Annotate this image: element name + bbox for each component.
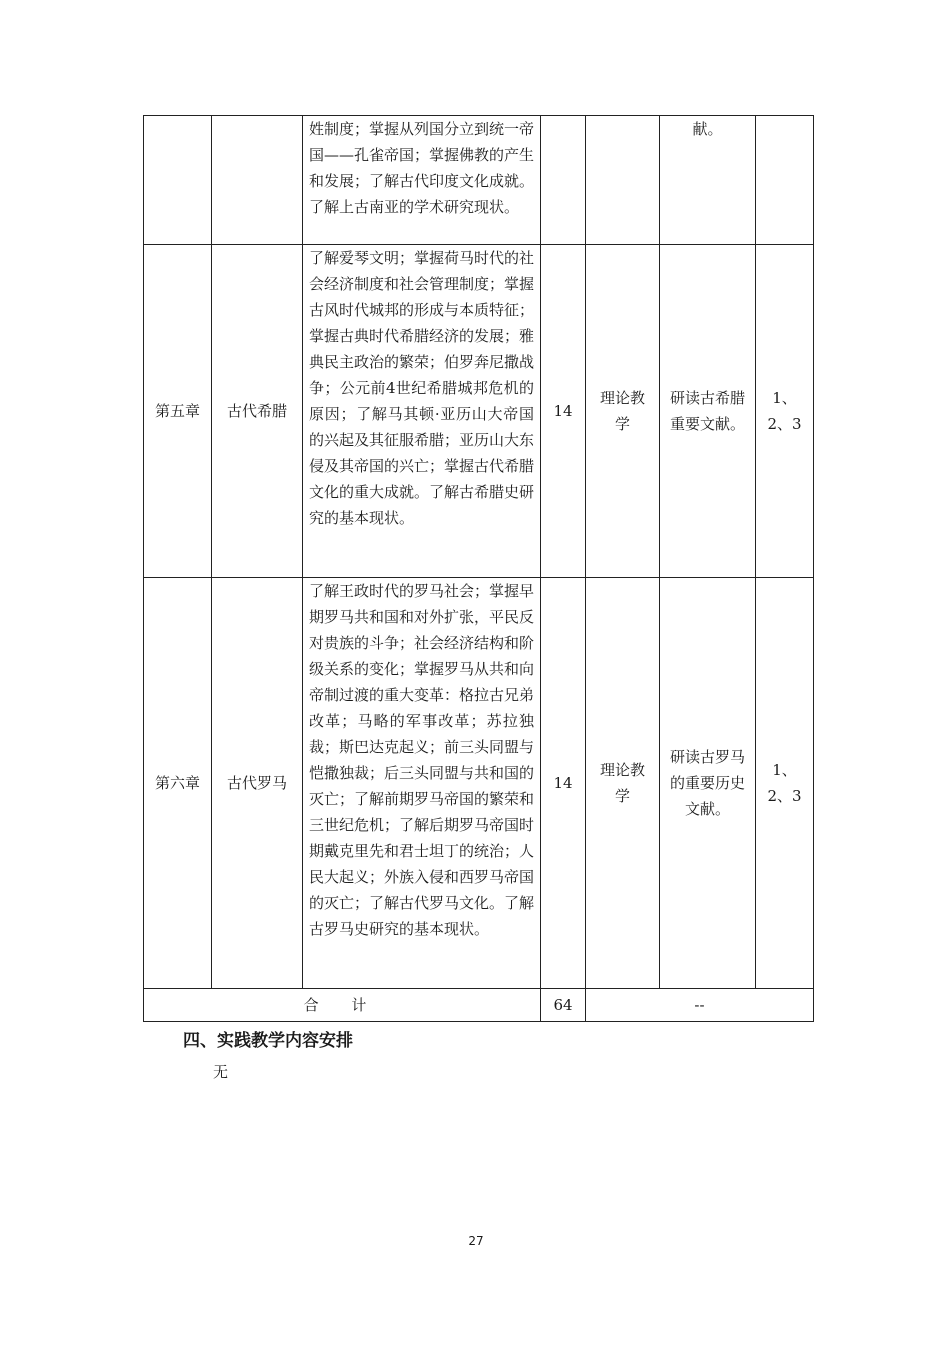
chapter-title-cell: 古代罗马	[212, 578, 303, 989]
chapter-cell	[144, 116, 212, 245]
chapter-cell: 第五章	[144, 245, 212, 578]
content-cell: 了解王政时代的罗马社会；掌握早期罗马共和国和对外扩张，平民反对贵族的斗争；社会经济结构和阶级关系的变化；掌握罗马从共和向帝制过渡的重大变革：格拉古兄弟改革；马略的军事改革；苏拉独裁；斯巴达克起义；前三头同盟与恺撒独裁；后三头同盟与共和国的灭亡；了解前期罗马帝国的繁荣和三世纪危机；了解后期罗马帝国时期戴克里先和君士坦丁的统治；人民大起义；外族入侵和西罗马帝国的灭亡；了解古代罗马文化。了解古罗马史研究的基本现状。	[303, 578, 541, 989]
reading-cell: 研读古罗马的重要历史文献。	[660, 578, 756, 989]
chapter-title-cell	[212, 116, 303, 245]
section-heading: 四、实践教学内容安排	[183, 1031, 353, 1051]
total-rest: --	[586, 989, 814, 1022]
reading-cell: 研读古希腊重要文献。	[660, 245, 756, 578]
course-schedule-table	[143, 115, 814, 1022]
goals-cell: 1、2、3	[756, 245, 814, 578]
goals-cell	[756, 116, 814, 245]
hours-cell	[541, 116, 586, 245]
total-row	[144, 989, 814, 1022]
hours-cell: 14	[541, 578, 586, 989]
reading-cell: 献。	[660, 116, 756, 245]
table-row	[144, 578, 814, 989]
table-row	[144, 116, 814, 245]
total-label: 合 计	[144, 989, 541, 1022]
table-row	[144, 245, 814, 578]
method-cell: 理论教学	[586, 245, 660, 578]
page-number: 27	[468, 1234, 484, 1248]
method-cell: 理论教学	[586, 578, 660, 989]
section-body: 无	[213, 1063, 229, 1081]
content-cell: 了解爱琴文明；掌握荷马时代的社会经济制度和社会管理制度；掌握古风时代城邦的形成与本质特征；掌握古典时代希腊经济的发展；雅典民主政治的繁荣；伯罗奔尼撒战争；公元前4世纪希腊城邦危机的原因；了解马其顿·亚历山大帝国的兴起及其征服希腊；亚历山大东侵及其帝国的兴亡；掌握古代希腊文化的重大成就。了解古希腊史研究的基本现状。	[303, 245, 541, 578]
goals-cell: 1、2、3	[756, 578, 814, 989]
chapter-cell: 第六章	[144, 578, 212, 989]
hours-cell: 14	[541, 245, 586, 578]
method-cell	[586, 116, 660, 245]
chapter-title-cell: 古代希腊	[212, 245, 303, 578]
content-cell: 姓制度；掌握从列国分立到统一帝国——孔雀帝国；掌握佛教的产生和发展；了解古代印度文化成就。了解上古南亚的学术研究现状。	[303, 116, 541, 245]
total-hours: 64	[541, 989, 586, 1022]
